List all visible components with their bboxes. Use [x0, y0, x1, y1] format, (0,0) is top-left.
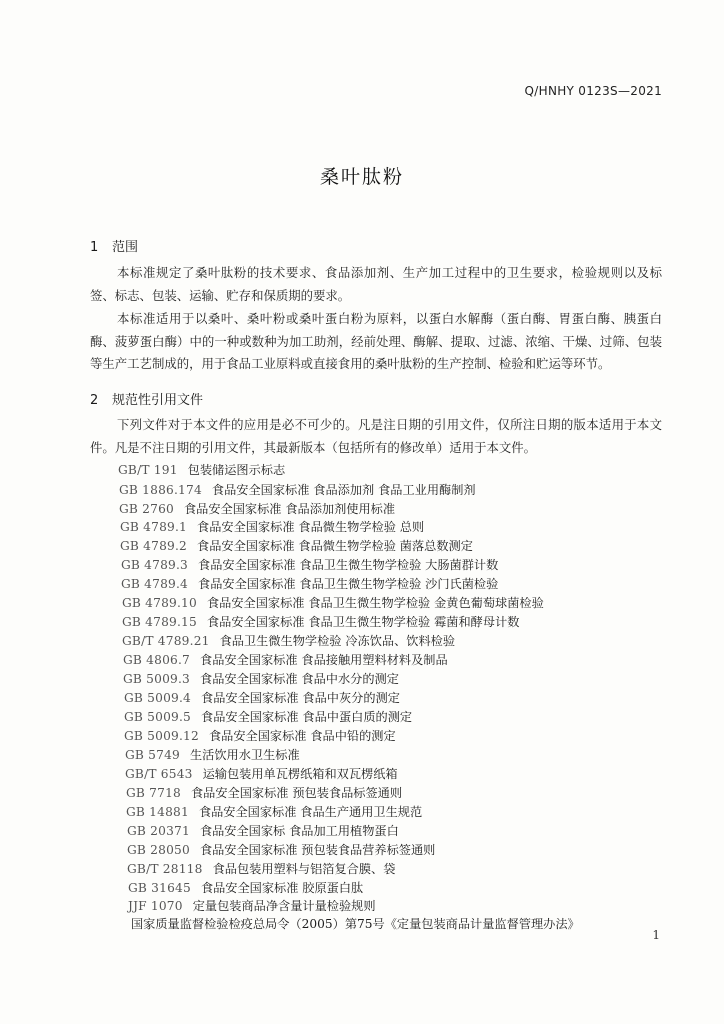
reference-code: GB/T 4789.21	[122, 634, 210, 648]
reference-code: GB 4789.15	[122, 615, 197, 629]
reference-name: 食品安全国家标准 食品生产通用卫生规范	[198, 805, 423, 819]
section-1-heading	[90, 236, 138, 255]
section-2-intro: 下列文件对于本文件的应用是必不可少的。凡是注日期的引用文件，仅所注日期的版本适用于本文件。凡是不注日期的引用文件，其最新版本（包括所有的修改单）适用于本文件。	[90, 417, 662, 455]
reference-item	[125, 746, 300, 763]
reference-name: 国家质量监督检验检疫总局令（2005）第75号《定量包装商品计量监督管理办法》	[131, 917, 580, 931]
reference-code: GB 4789.10	[122, 596, 197, 610]
reference-item	[126, 784, 402, 801]
reference-name: 食品安全国家标准 预包装食品标签通则	[190, 786, 403, 800]
reference-code: GB 4789.2	[120, 539, 188, 553]
reference-item	[128, 879, 363, 896]
reference-name: 食品安全国家标准 食品接触用塑料材料及制品	[200, 653, 448, 667]
section-1-number: 1	[90, 240, 99, 255]
reference-code: GB 4789.3	[121, 558, 189, 572]
reference-code: GB/T 28118	[127, 862, 203, 876]
reference-item	[122, 632, 455, 649]
reference-item	[119, 500, 395, 517]
reference-item	[124, 689, 400, 706]
reference-item	[127, 841, 435, 858]
reference-name: 食品安全国家标准 食品卫生微生物学检验 大肠菌群计数	[198, 558, 499, 572]
reference-name: 食品卫生微生物学检验 冷冻饮品、饮料检验	[219, 634, 456, 648]
section-2-number: 2	[90, 393, 99, 408]
reference-name: 食品安全国家标准 食品中灰分的测定	[201, 691, 400, 705]
reference-code: GB 5749	[125, 748, 180, 762]
reference-item	[127, 822, 399, 839]
section-2-heading	[90, 389, 203, 408]
reference-name: 食品安全国家标准 食品卫生微生物学检验 霉菌和酵母计数	[206, 615, 520, 629]
reference-name: 定量包装商品净含量计量检验规则	[192, 899, 376, 913]
reference-name: 食品安全国家标准 食品中水分的测定	[200, 672, 399, 686]
reference-item	[126, 803, 422, 820]
reference-item	[122, 613, 519, 630]
reference-item	[123, 651, 448, 668]
reference-item	[125, 765, 398, 782]
reference-name: 食品安全国家标准 食品添加剂 食品工业用酶制剂	[211, 483, 476, 497]
reference-code: GB 7718	[126, 786, 181, 800]
reference-item	[127, 860, 395, 877]
reference-item	[122, 594, 544, 611]
reference-item	[131, 915, 580, 932]
reference-code: GB 20371	[127, 824, 190, 838]
reference-code: GB/T 6543	[125, 767, 193, 781]
reference-name: 食品安全国家标准 食品卫生微生物学检验 沙门氏菌检验	[198, 577, 499, 591]
reference-item	[120, 518, 424, 535]
document-title: 桑叶肽粉	[319, 166, 404, 188]
reference-name: 食品安全国家标准 预包装食品营养标签通则	[199, 843, 436, 857]
section-1-title: 范围	[112, 240, 139, 255]
reference-code: GB 4806.7	[123, 653, 191, 667]
reference-item	[124, 727, 396, 744]
reference-item	[121, 556, 498, 573]
reference-name: 运输包装用单瓦楞纸箱和双瓦楞纸箱	[202, 767, 398, 781]
reference-item	[119, 481, 476, 498]
reference-code: GB 5009.4	[124, 691, 192, 705]
reference-code: GB 14881	[126, 805, 189, 819]
reference-name: 食品安全国家标准 食品微生物学检验 菌落总数测定	[197, 539, 473, 553]
section-1-paragraph-2: 本标准适用于以桑叶、桑叶粉或桑叶蛋白粉为原料，以蛋白水解酶（蛋白酶、胃蛋白酶、胰蛋白酶、菠萝蛋白酶）中的一种或数种为加工助剂，经前处理、酶解、提取、过滤、浓缩、干燥、过筛、包装等生产工艺制成的，用于食品工业原料或直接食用的桑叶肽粉的生产控制、检验和贮运等环节。	[90, 311, 662, 371]
reference-name: 食品安全国家标准 食品中铅的测定	[208, 729, 396, 743]
reference-item	[120, 537, 473, 554]
reference-item	[123, 670, 399, 687]
reference-code: JJF 1070	[128, 899, 183, 913]
reference-name: 食品包装用塑料与铝箔复合膜、袋	[212, 862, 396, 876]
reference-code: GB 4789.4	[121, 577, 189, 591]
reference-item	[118, 461, 285, 478]
reference-name: 食品安全国家标 食品加工用植物蛋白	[199, 824, 399, 838]
reference-item	[128, 897, 376, 914]
page-number: 1	[652, 928, 660, 942]
reference-name: 包装储运图示标志	[187, 463, 286, 477]
section-2-title: 规范性引用文件	[112, 393, 204, 408]
reference-code: GB 4789.1	[120, 520, 188, 534]
reference-name: 食品安全国家标准 食品中蛋白质的测定	[201, 710, 413, 724]
reference-code: GB 28050	[127, 843, 190, 857]
reference-code: GB 1886.174	[119, 483, 202, 497]
reference-name: 生活饮用水卫生标准	[189, 748, 300, 762]
reference-item	[124, 708, 412, 725]
reference-code: GB/T 191	[118, 463, 178, 477]
reference-name: 食品安全国家标准 食品卫生微生物学检验 金黄色葡萄球菌检验	[206, 596, 544, 610]
reference-code: GB 5009.12	[124, 729, 199, 743]
reference-name: 食品安全国家标准 食品微生物学检验 总则	[197, 520, 425, 534]
reference-code: GB 2760	[119, 502, 174, 516]
section-1-paragraph-1: 本标准规定了桑叶肽粉的技术要求、食品添加剂、生产加工过程中的卫生要求，检验规则以及标签、标志、包装、运输、贮存和保质期的要求。	[90, 265, 662, 303]
reference-code: GB 5009.5	[124, 710, 192, 724]
reference-code: GB 31645	[128, 881, 191, 895]
reference-name: 食品安全国家标准 食品添加剂使用标准	[183, 502, 396, 516]
reference-code: GB 5009.3	[123, 672, 191, 686]
standard-code: Q/HNHY 0123S—2021	[524, 84, 662, 98]
reference-name: 食品安全国家标准 胶原蛋白肽	[200, 881, 364, 895]
reference-item	[121, 575, 498, 592]
